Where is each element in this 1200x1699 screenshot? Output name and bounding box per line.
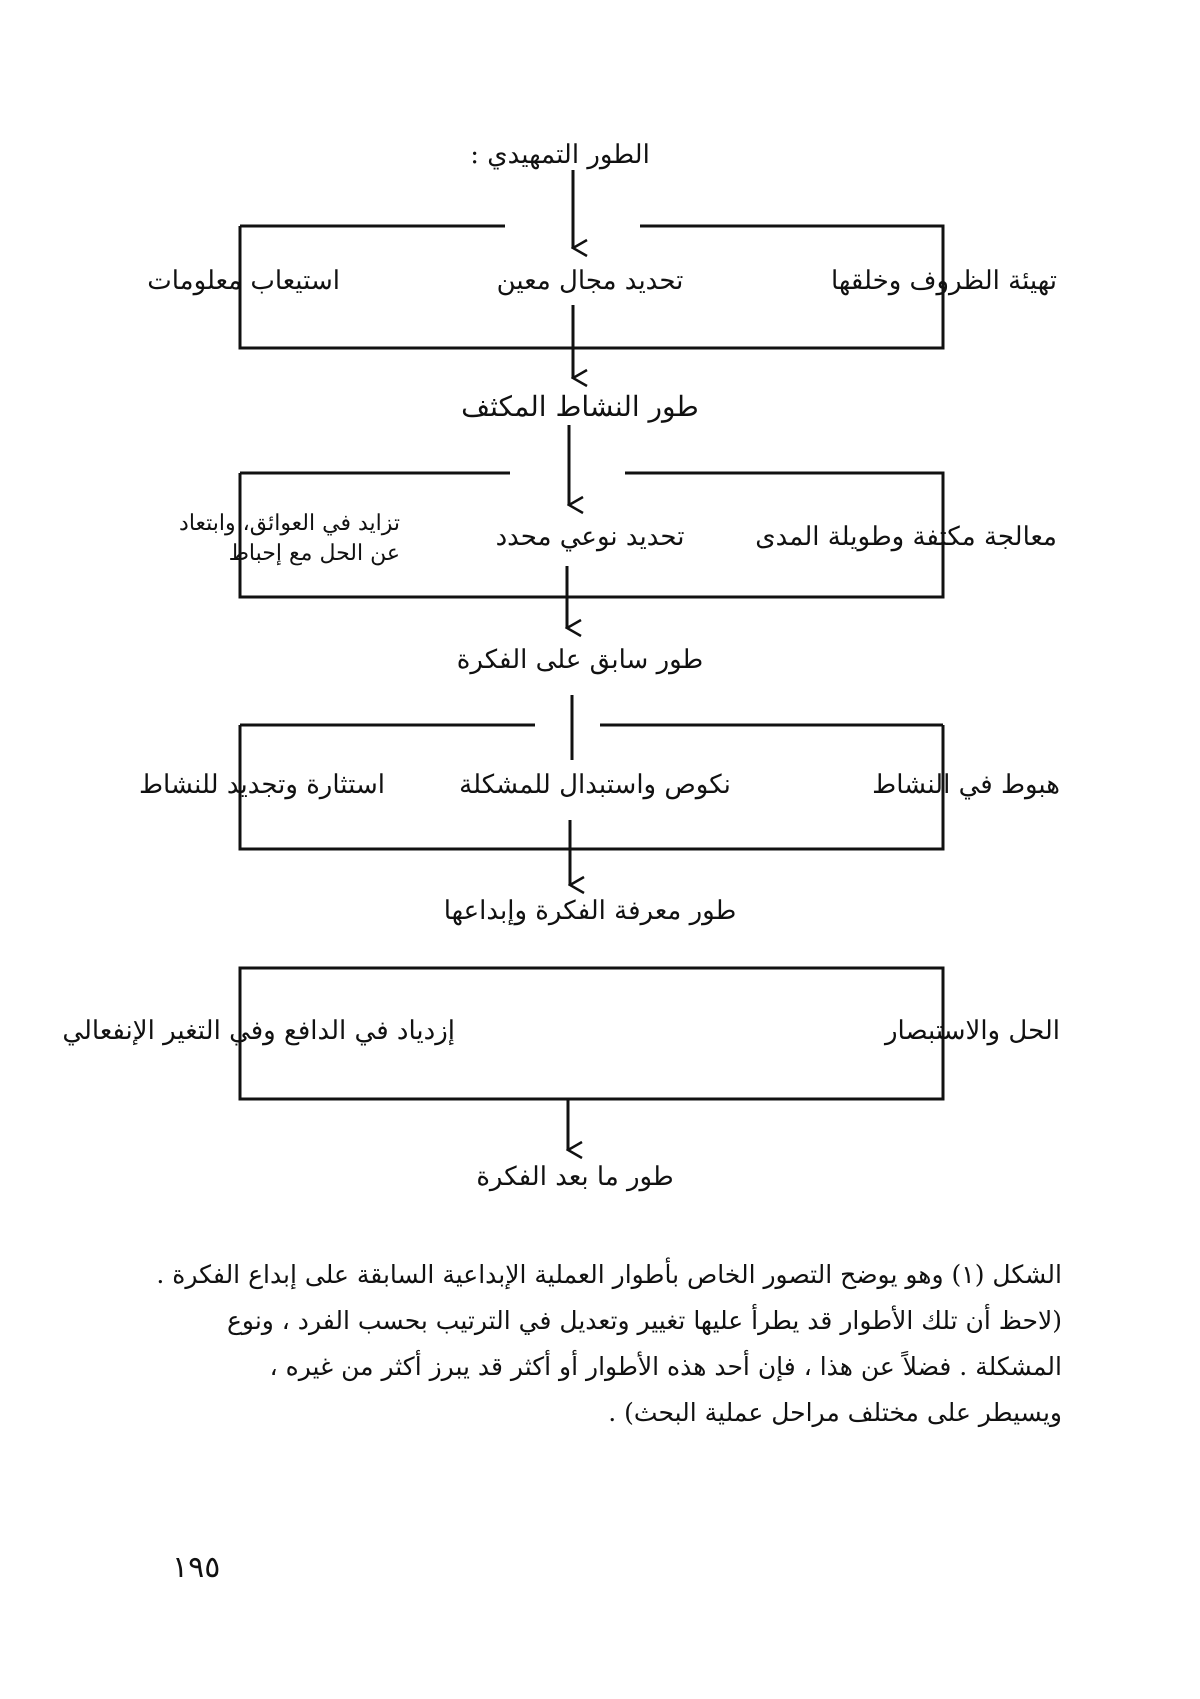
stage-5-label: طور ما بعد الفكرة <box>476 1162 674 1192</box>
stage-1-label: الطور التمهيدي : <box>470 140 650 170</box>
page-number: ١٩٥ <box>172 1550 221 1585</box>
box-1-right: تهيئة الظروف وخلقها <box>830 266 1057 296</box>
box-1-center: تحديد مجال معين <box>496 266 684 296</box>
box-2-left-line1: تزايد في العوائق، وابتعاد <box>179 511 400 536</box>
box-1-left: استيعاب معلومات <box>147 266 340 296</box>
box-3-right: هبوط في النشاط <box>872 770 1060 800</box>
box-2-right: معالجة مكثفة وطويلة المدى <box>755 522 1057 552</box>
stage-4-label: طور معرفة الفكرة وإبداعها <box>443 896 737 926</box>
box-2-left-line2: عن الحل مع إحباط <box>228 541 400 566</box>
box-3-left: استثارة وتجديد للنشاط <box>139 770 385 800</box>
box-4-right: الحل والاستبصار <box>885 1016 1060 1046</box>
caption-line-3: المشكلة . فضلاً عن هذا ، فإن أحد هذه الأطوار أو أكثر قد يبرز أكثر من غيره ، <box>269 1352 1062 1381</box>
box-2-center: تحديد نوعي محدد <box>495 522 685 552</box>
caption-line-1: الشكل (١) وهو يوضح التصور الخاص بأطوار العملية الإبداعية السابقة على إبداع الفكرة . <box>156 1260 1062 1289</box>
box-3-center: نكوص واستبدال للمشكلة <box>459 770 731 800</box>
box-4-left: إزدياد في الدافع وفي التغير الإنفعالي <box>62 1016 455 1046</box>
stage-2-label: طور النشاط المكثف <box>461 390 699 423</box>
caption-line-2: (لاحظ أن تلك الأطوار قد يطرأ عليها تغيير وتعديل في الترتيب بحسب الفرد ، ونوع <box>226 1306 1062 1335</box>
stage-3-label: طور سابق على الفكرة <box>456 645 704 675</box>
caption-line-4: ويسيطر على مختلف مراحل عملية البحث) . <box>608 1398 1062 1427</box>
